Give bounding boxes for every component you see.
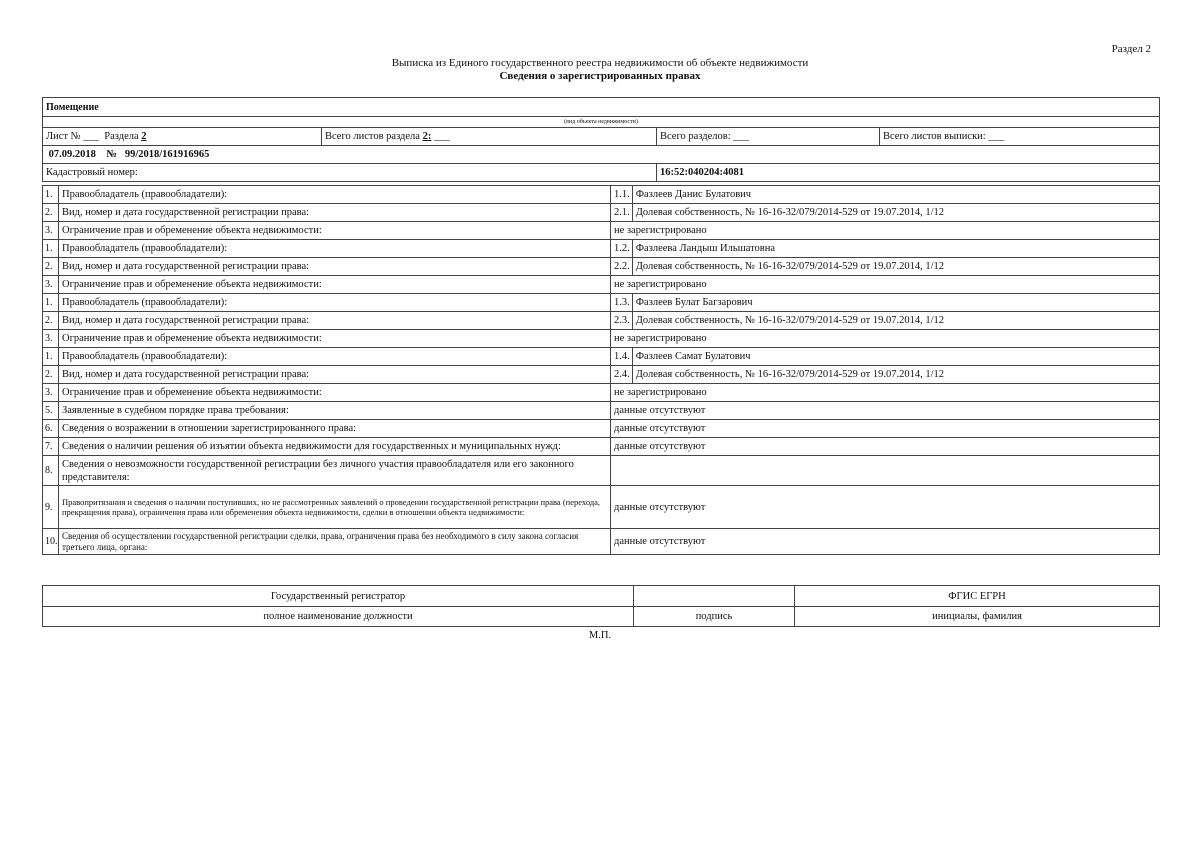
row-value-text: Фазлеева Ландыш Ильшатовна [635,242,776,254]
table-row [43,186,1160,204]
total-sections-cell [657,128,880,146]
row-value [611,366,1160,384]
table-row [43,204,1160,222]
row-number: 5. [43,402,59,420]
row-subnumber: 1.1. [614,188,630,200]
registration-number: 99/2018/161916965 [124,149,210,160]
cadastral-label: Кадастровый номер: [43,164,657,182]
row-label: Ограничение прав и обременение объекта недвижимости: [59,276,611,294]
row-number: 1. [43,294,59,312]
row-value: данные отсутствуют [611,529,1160,555]
row-value-text: Фазлеев Данис Булатович [635,188,752,200]
sheet-blank: ___ [83,131,100,142]
subnumber-divider [632,348,633,365]
row-value-text: Долевая собственность, № 16-16-32/079/2014-529 от 19.07.2014, 1/12 [635,206,945,218]
total-sheets-section-blank: ___ [433,131,450,142]
row-value [611,240,1160,258]
table-row [43,330,1160,348]
row-label: Заявленные в судебном порядке права требования: [59,402,611,420]
row-value [611,186,1160,204]
object-type-caption: (вид объекта недвижимости) [43,117,1160,128]
row-label: Сведения об осуществлении государственной регистрации сделки, права, ограничения права без необходимого в силу закона согласия третьего лица, органа: [59,529,611,555]
row-value-text: Фазлеев Самат Булатович [635,350,751,362]
row-value: не зарегистрировано [611,330,1160,348]
subnumber-divider [632,312,633,329]
row-label: Сведения о наличии решения об изъятии объекта недвижимости для государственных и муниципальных нужд: [59,438,611,456]
total-sheets-section-cell [322,128,657,146]
name-caption: инициалы, фамилия [795,607,1160,627]
table-row [43,420,1160,438]
table-row [43,258,1160,276]
sheet-number-cell [43,128,322,146]
row-value: не зарегистрировано [611,222,1160,240]
row-subnumber: 2.4. [614,368,630,380]
row-label: Ограничение прав и обременение объекта недвижимости: [59,330,611,348]
signature-table [42,585,1160,627]
table-row [43,402,1160,420]
row-subnumber: 2.2. [614,260,630,272]
table-row [43,348,1160,366]
row-value: данные отсутствуют [611,420,1160,438]
table-row [43,529,1160,555]
row-number: 1. [43,348,59,366]
subnumber-divider [632,186,633,203]
row-value-text: Долевая собственность, № 16-16-32/079/2014-529 от 19.07.2014, 1/12 [635,314,945,326]
row-number: 2. [43,204,59,222]
row-label: Правообладатель (правообладатели): [59,186,611,204]
row-subnumber: 1.2. [614,242,630,254]
row-value: данные отсутствуют [611,438,1160,456]
row-number: 6. [43,420,59,438]
signature-caption: подпись [634,607,795,627]
cadastral-number: 16:52:040204:4081 [657,164,1160,182]
row-value [611,456,1160,486]
registrar-position: Государственный регистратор [43,586,634,607]
row-label: Вид, номер и дата государственной регистрации права: [59,312,611,330]
row-number: 1. [43,186,59,204]
row-subnumber: 1.3. [614,296,630,308]
row-label: Правообладатель (правообладатели): [59,348,611,366]
row-value: данные отсутствуют [611,486,1160,529]
row-label: Вид, номер и дата государственной регистрации права: [59,366,611,384]
row-number: 1. [43,240,59,258]
row-subnumber: 2.1. [614,206,630,218]
row-value [611,258,1160,276]
section-number: 2 [141,131,147,142]
total-sections-label: Всего разделов: [660,131,731,142]
row-label: Ограничение прав и обременение объекта недвижимости: [59,384,611,402]
row-value-text: Долевая собственность, № 16-16-32/079/2014-529 от 19.07.2014, 1/12 [635,368,945,380]
row-label: Вид, номер и дата государственной регистрации права: [59,258,611,276]
row-label: Правообладатель (правообладатели): [59,294,611,312]
subnumber-divider [632,258,633,275]
object-type: Помещение [43,98,1160,117]
row-number: 2. [43,258,59,276]
stamp-place: М.П. [588,630,612,641]
number-sign: № [106,149,117,160]
row-label: Сведения о возражении в отношении зарегистрированного права: [59,420,611,438]
row-number: 10. [43,529,59,555]
row-number: 7. [43,438,59,456]
signature-field [634,586,795,607]
row-number: 9. [43,486,59,529]
table-row [43,438,1160,456]
row-label: Сведения о невозможности государственной регистрации без личного участия правообладателя или его законного представителя: [59,456,611,486]
table-row [43,222,1160,240]
subnumber-divider [632,240,633,257]
row-subnumber: 1.4. [614,350,630,362]
header-table [42,97,1160,182]
table-row [43,240,1160,258]
total-sheets-section-label: Всего листов раздела [325,131,420,142]
section-label: Раздел 2 [1111,43,1151,55]
sheet-label: Лист № [46,131,81,142]
total-sheets-cell [880,128,1160,146]
row-value [611,312,1160,330]
row-value: данные отсутствуют [611,402,1160,420]
total-sections-blank: ___ [733,131,749,142]
date-number-cell [43,146,1160,164]
subnumber-divider [632,204,633,221]
row-value: не зарегистрировано [611,276,1160,294]
subnumber-divider [632,294,633,311]
rights-table [42,185,1160,555]
registrar-name: ФГИС ЕГРН [795,586,1160,607]
table-row [43,312,1160,330]
row-value [611,348,1160,366]
row-number: 8. [43,456,59,486]
row-number: 3. [43,384,59,402]
row-label: Правообладатель (правообладатели): [59,240,611,258]
row-number: 2. [43,312,59,330]
table-row [43,486,1160,529]
row-value-text: Долевая собственность, № 16-16-32/079/2014-529 от 19.07.2014, 1/12 [635,260,945,272]
subnumber-divider [632,366,633,383]
row-label: Ограничение прав и обременение объекта недвижимости: [59,222,611,240]
row-subnumber: 2.3. [614,314,630,326]
row-number: 3. [43,330,59,348]
section-word: Раздела [104,131,139,142]
row-number: 3. [43,222,59,240]
row-value: не зарегистрировано [611,384,1160,402]
position-caption: полное наименование должности [43,607,634,627]
table-row [43,366,1160,384]
row-value-text: Фазлеев Булат Багзарович [635,296,753,308]
table-row [43,276,1160,294]
document-title: Выписка из Единого государственного реестра недвижимости об объекте недвижимости [391,57,809,69]
row-value [611,204,1160,222]
document-subtitle: Сведения о зарегистрированных правах [499,70,701,82]
total-sheets-label: Всего листов выписки: [883,131,986,142]
row-value [611,294,1160,312]
total-sheets-blank: ___ [988,131,1005,142]
table-row [43,456,1160,486]
row-label: Правопритязания и сведения о наличии поступивших, но не рассмотренных заявлений о проведении государственной регистрации права (перехода, прекращения права), ограничения права или обременения объекта недвижимости, сделки в отношении объекта недвижимости: [59,486,611,529]
table-row [43,294,1160,312]
document-title-block [0,57,1200,83]
total-sheets-section-value: 2 [422,131,428,142]
row-label: Вид, номер и дата государственной регистрации права: [59,204,611,222]
row-number: 2. [43,366,59,384]
total-sheets-section-suffix: : [427,131,432,142]
table-row [43,384,1160,402]
row-number: 3. [43,276,59,294]
extract-date: 07.09.2018 [48,149,96,160]
